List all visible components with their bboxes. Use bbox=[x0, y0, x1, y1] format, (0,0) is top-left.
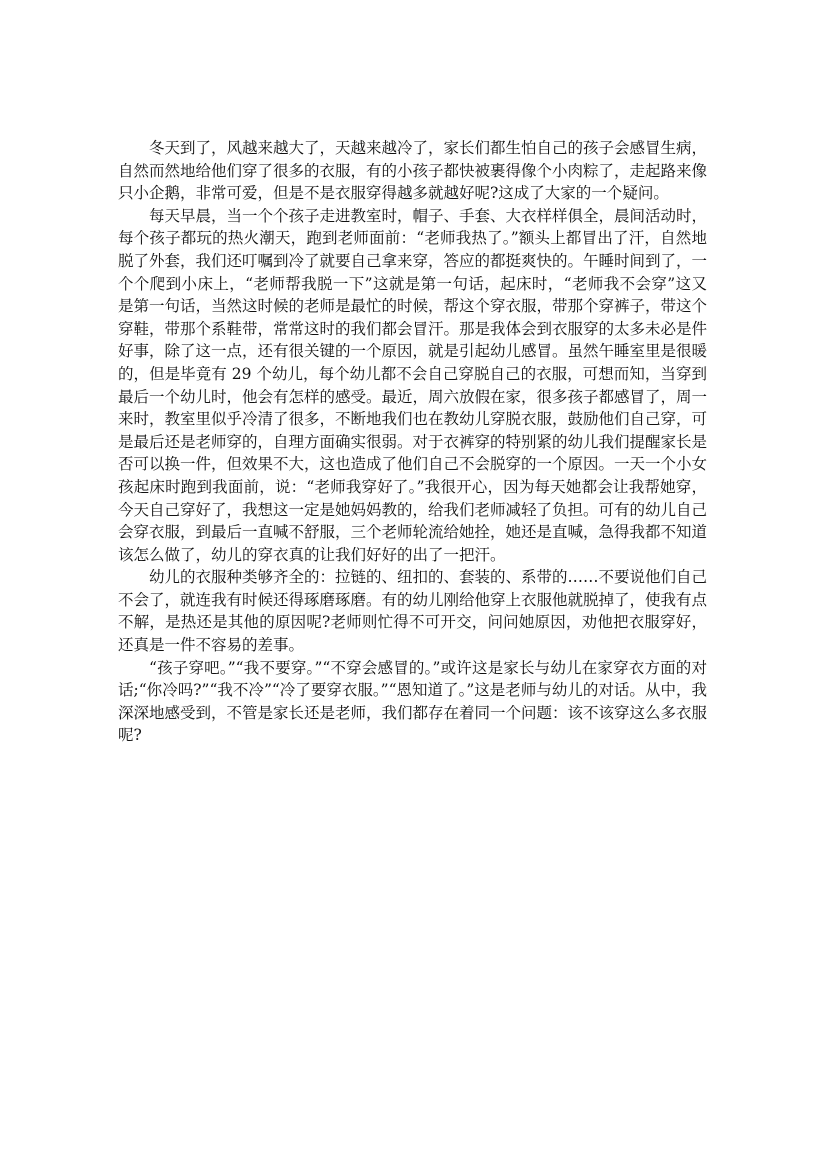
paragraph: “孩子穿吧。”“我不要穿。”“不穿会感冒的。”或许这是家长与幼儿在家穿衣方面的对话;“你冷吗?”“我不冷”“冷了要穿衣服。”“恩知道了。”这是老师与幼儿的对话。从中，我深深地感受到，不管是家长还是老师，我们都存在着同一个问题：该不该穿这么多衣服呢? bbox=[118, 658, 708, 745]
document-body bbox=[118, 137, 707, 747]
paragraph: 冬天到了，风越来越大了，天越来越冷了，家长们都生怕自己的孩子会感冒生病，自然而然地给他们穿了很多的衣服，有的小孩子都快被裹得像个小肉粽了，走起路来像只小企鹅，非常可爱，但是不是衣服穿得越多就越好呢?这成了大家的一个疑问。 bbox=[118, 139, 708, 203]
paragraph: 幼儿的衣服种类够齐全的：拉链的、纽扣的、套装的、系带的……不要说他们自己不会了，就连我有时候还得琢磨琢磨。有的幼儿刚给他穿上衣服他就脱掉了，使我有点不解，是热还是其他的原因呢?老师则忙得不可开交，问问她原因，劝他把衣服穿好，还真是一件不容易的差事。 bbox=[118, 568, 708, 655]
paragraph: 每天早晨，当一个个孩子走进教室时，帽子、手套、大衣样样俱全，晨间活动时，每个孩子都玩的热火潮天，跑到老师面前：“老师我热了。”额头上都冒出了汗，自然地脱了外套，我们还叮嘱到冷了就要自己拿来穿，答应的都挺爽快的。午睡时间到了，一个个爬到小床上，“老师帮我脱一下”这就是第一句话，起床时，“老师我不会穿”这又是第一句话，当然这时候的老师是最忙的时候，帮这个穿衣服，带那个穿裤子，带这个穿鞋，带那个系鞋带，常常这时的我们都会冒汗。那是我体会到衣服穿的太多未必是件好事，除了这一点，还有很关键的一个原因，就是引起幼儿感冒。虽然午睡室里是很暖的，但是毕竟有 29 个幼儿，每个幼儿都不会自己穿脱自己的衣服，可想而知，当穿到最后一个幼儿时，他会有怎样的感受。最近，周六放假在家，很多孩子都感冒了，周一来时，教室里似乎冷清了很多，不断地我们也在教幼儿穿脱衣服，鼓励他们自己穿，可是最后还是老师穿的，自理方面确实很弱。对于衣裤穿的特别紧的幼儿我们提醒家长是否可以换一件，但效果不大，这也造成了他们自己不会脱穿的一个原因。一天一个小女孩起床时跑到我面前，说：“老师我穿好了。”我很开心，因为每天她都会让我帮她穿，今天自己穿好了，我想这一定是她妈妈教的，给我们老师减轻了负担。可有的幼儿自己会穿衣服，到最后一直喊不舒服，三个老师轮流给她拴，她还是直喊，急得我都不知道该怎么做了，幼儿的穿衣真的让我们好好的出了一把汗。 bbox=[118, 206, 708, 564]
